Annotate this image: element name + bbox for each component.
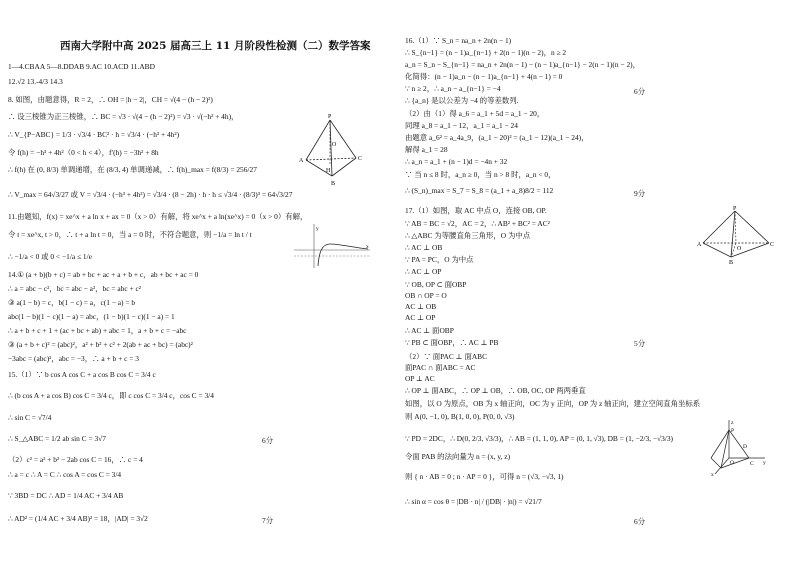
fig17a-label: O: [737, 246, 742, 252]
fig17b-label: O: [730, 460, 734, 466]
answer-line: ∵ PB ⊂ 面OBP，∴ AC ⊥ PB: [405, 338, 499, 347]
answer-line: 8. 如图，由题意得，R = 2，∴ OH = |h − 2|，CH = √(4 − (h − 2)²): [8, 95, 213, 104]
fig17a-label: A: [697, 242, 702, 248]
fig17b-label: P: [731, 428, 735, 434]
right-column: [397, 0, 794, 561]
answer-line: ∴ AC ⊥ 面OBP: [405, 326, 454, 335]
answer-line: （2）c² = a² + b² − 2ab cos C = 16，∴ c = 4: [8, 455, 143, 464]
answer-line: 则 A(0, −1, 0), B(1, 0, 0), P(0, 0, √3): [405, 412, 515, 421]
answer-line: ∴ S_{n−1} = (n − 1)a_{n−1} + 2(n − 1)(n − 2)，n ≥ 2: [405, 48, 567, 57]
fig17a-label: C: [770, 242, 775, 248]
score-mark: 6分: [262, 436, 274, 445]
fig17b-label: x: [711, 472, 714, 478]
answer-line: OP ⊥ AC: [405, 374, 435, 383]
fig17a-label: P: [733, 206, 737, 212]
score-mark: 6分: [634, 87, 646, 96]
fig8-label: A: [299, 158, 304, 164]
answer-line: 16.（1）∵ S_n = na_n + 2n(n − 1): [405, 36, 512, 45]
score-mark: 9分: [634, 189, 646, 198]
fig8-label: P: [328, 114, 332, 120]
fig17a-label: B: [729, 260, 734, 265]
answer-line: ∴ V_max = 64√3/27 或 V = √3/4 · (−h³ + 4h²) = √3/4 · (8 − 2h) · h · h ≤ √3/4 · (8/3)³ = 64√3/27: [8, 190, 293, 199]
answer-line: ∴ S_△ABC = 1/2 ab sin C = 3√7: [8, 434, 106, 443]
answer-line: （2）由（1）得 a_6 = a_1 + 5d = a_1 − 20，: [405, 109, 545, 118]
answer-line: 令面 PAB 的法向量为 n = (x, y, z): [405, 452, 511, 461]
fig17b-label: y: [763, 460, 766, 466]
answer-line: ∴ f(h) 在 (0, 8/3) 单调递增，在 (8/3, 4) 单调递减，∴ f(h)_max = f(8/3) = 256/27: [8, 165, 257, 174]
fig17b-label: z: [731, 420, 734, 426]
function-graph: [292, 222, 372, 270]
answer-line: 解得 a_1 = 28: [405, 145, 448, 154]
fig17b-label: D: [743, 444, 747, 450]
answer-line: abc(1 − b)(1 − c)(1 − a) = abc，(1 − b)(1 − c)(1 − a) = 1: [8, 312, 175, 321]
answer-line: ∴ sin C = √7/4: [8, 413, 52, 422]
fig11-label: y: [316, 226, 319, 232]
answer-line: 如图，以 O 为原点，OB 为 x 轴正向，OC 为 y 正向，OP 为 z 轴正向，建立空间直角坐标系: [405, 399, 701, 408]
answer-line: AC ⊥ OP: [405, 313, 436, 322]
score-mark: 6分: [634, 517, 646, 526]
answer-line: ∴ {a_n} 是以公差为 −4 的等差数列.: [405, 96, 519, 105]
answer-line: ∴ a + b + c + 1 + (ac + bc + ab) + abc = 1，a + b + c = −abc: [8, 326, 187, 335]
answer-line: ∵ AB = BC = √2，AC = 2，∴ AB² + BC² = AC²: [405, 219, 550, 228]
answer-line: ∴ 设三棱锥为正三棱锥，∴ BC = √3 · √(4 − (h − 2)²) = √3 · √(−h² + 4h)，: [8, 112, 239, 121]
answer-line: OB ∩ OP = O: [405, 291, 447, 300]
answer-line: 11.由题知，f(x) = xe^x + a ln x + ax = 0（x > 0）有解，将 xe^x + a ln(xe^x) = 0（x > 0）有解，: [8, 212, 308, 221]
answer-line: （2）∵ 面PAC ⊥ 面ABC: [405, 352, 488, 361]
fig17b-label: C: [750, 461, 754, 467]
answer-line: 同理 a_8 = a_1 − 12，a_1 = a_1 − 24: [405, 121, 518, 130]
answer-line: ∴ V_{P−ABC} = 1/3 · √3/4 · BC² · h = √3/4 · (−h³ + 4h²): [8, 130, 180, 139]
answer-line: 15.（1）∵ b cos A cos C + a cos B cos C = 3/4 c: [8, 370, 156, 379]
answer-line: ∴ AD² = (1/4 AC + 3/4 AB)² = 18，|AD| = 3√2: [8, 514, 148, 523]
answer-line: 12.√2 13.-4/3 14.3: [8, 77, 63, 86]
answer-line: ∴ a_n = a_1 + (n − 1)d = −4n + 32: [405, 157, 508, 166]
answer-line: 17.（1）如图，取 AC 中点 O，连接 OB, OP.: [405, 206, 547, 215]
answer-line: ∴ −1/a < 0 或 0 < −1/a ≤ 1/e: [8, 252, 92, 261]
answer-line: ∴ sin α = cos θ = |DB · n| / (|DB| · |n|) = √21/7: [405, 497, 542, 506]
answer-line: ∵ n ≥ 2，∴ a_n − a_{n−1} = −4: [405, 84, 501, 93]
answer-line: 14.① (a + b)(b + c) = ab + bc + ac + a + b + c，ab + bc + ac = 0: [8, 270, 199, 279]
answer-line: 1—4.CBAA 5—8.DDAB 9.AC 10.ACD 11.ABD: [8, 62, 155, 71]
answer-line: a_n = S_n − S_{n−1} = na_n + 2n(n − 1) − (n − 1)a_{n−1} − 2(n − 1)(n − 2)，: [405, 60, 640, 69]
answer-line: ∴ a = abc − c²，bc = abc − a²，bc = abc + c²: [8, 284, 141, 293]
fig11-label: x: [366, 244, 369, 250]
answer-line: AC ⊥ OB: [405, 302, 437, 311]
answer-line: 令 f(h) = −h³ + 4h²（0 < h < 4），f′(h) = −3h² + 8h: [8, 148, 159, 157]
answer-line: 令 t = xe^x, t > 0，∴ t + a ln t = 0，当 a = 0 时，不符合题意，则 −1/a = ln t / t: [8, 230, 252, 239]
answer-line: 化简得：(n − 1)a_n − (n − 1)a_{n−1} + 4(n − 1) = 0: [405, 72, 563, 81]
answer-line: ∴ △ABC 为等腰直角三角形，O 为中点: [405, 231, 531, 240]
answer-line: ∵ PD = 2DC，∴ D(0, 2/3, √3/3)，∴ AB = (1, 1, 0), AP = (0, 1, √3), DB = (1, −2/3, −√3/3): [405, 434, 674, 443]
fig8-label: O: [332, 142, 337, 148]
answer-line: ∴ a = c ∴ A = C ∴ cos A = cos C = 3/4: [8, 470, 122, 479]
fig8-label: C: [358, 156, 363, 162]
answer-line: ∵ 当 n ≤ 8 时，a_n ≥ 0，当 n > 8 时，a_n < 0，: [405, 170, 556, 179]
fig8-label: B: [331, 181, 336, 187]
answer-line: ∵ PA = PC，O 为中点: [405, 255, 474, 264]
answer-line: ∴ (S_n)_max = S_7 = S_8 = (a_1 + a_8)8/2 = 112: [405, 186, 554, 195]
coordinate-figure: [707, 418, 769, 478]
answer-line: ∵ 3BD = DC ∴ AD = 1/4 AC + 3/4 AB: [8, 491, 124, 500]
answer-line: −3abc = (abc)²，abc = −3，∴ a + b + c = 3: [8, 354, 139, 363]
answer-line: 面PAC ∩ 面ABC = AC: [405, 363, 476, 372]
page-title: 西南大学附中高 2025 届高三上 11 月阶段性检测（二）数学答案: [60, 40, 371, 52]
answer-line: ∴ AC ⊥ OB: [405, 243, 443, 252]
score-mark: 7分: [262, 516, 274, 525]
answer-line: ③ a(1 − b) = c，b(1 − c) = a，c(1 − a) = b: [8, 298, 136, 307]
answer-line: ∴ OP ⊥ 面ABC，∴ OP ⊥ OB，∴ OB, OC, OP 两两垂直: [405, 386, 586, 395]
answer-line: 则 { n · AB = 0 ; n · AP = 0 }，可得 n = (√3, −√3, 1): [405, 472, 564, 481]
answer-line: ∴ (b cos A + a cos B) cos C = 3/4 c，即 c cos C = 3/4 c，cos C = 3/4: [8, 391, 214, 400]
pyramid-figure: [298, 110, 368, 188]
score-mark: 5分: [634, 339, 646, 348]
fig8-label: H: [326, 168, 331, 174]
answer-line: ③ (a + b + c)² = (abc)²，a² + b² + c² + 2(ab + ac + bc) = (abc)²: [8, 340, 193, 349]
answer-line: 由题意 a_6² = a_4a_9，(a_1 − 20)² = (a_1 − 12)(a_1 − 24)，: [405, 133, 589, 142]
answer-line: ∵ OB, OP ⊂ 面OBP: [405, 280, 467, 289]
answer-line: ∴ AC ⊥ OP: [405, 267, 442, 276]
tetrahedron-figure: [697, 205, 775, 265]
